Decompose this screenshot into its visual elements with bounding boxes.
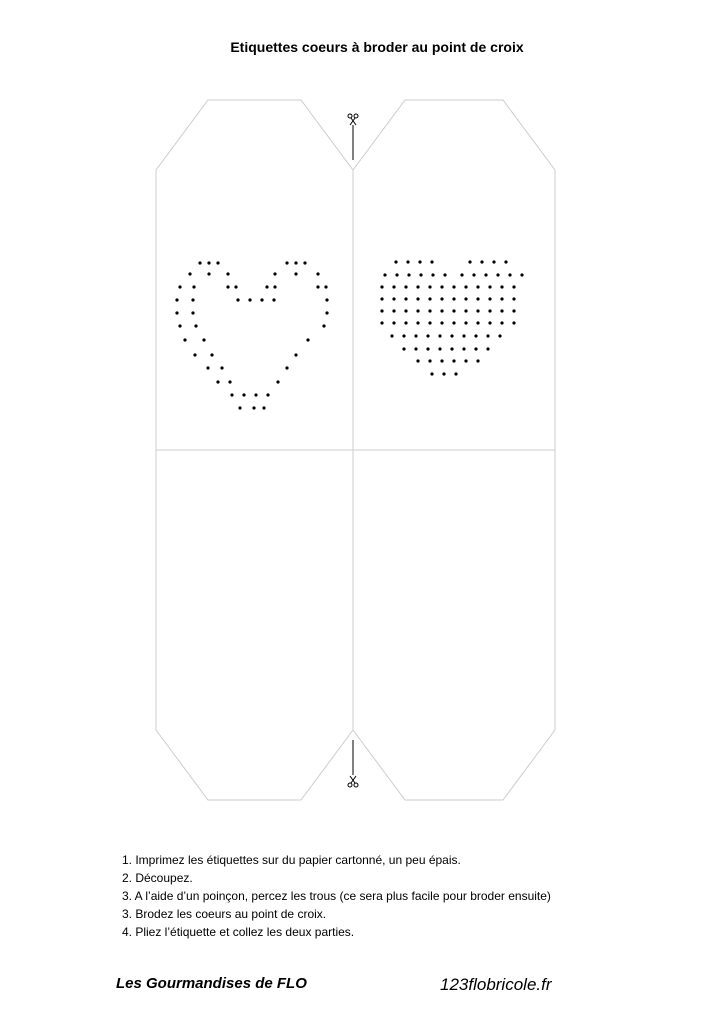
punch-hole-dot — [402, 347, 405, 350]
punch-hole-dot — [188, 272, 191, 275]
punch-hole-dot — [285, 261, 288, 264]
instruction-item: 2. Découpez. — [122, 871, 193, 885]
punch-hole-dot — [452, 359, 455, 362]
instructions-list — [122, 851, 551, 941]
punch-hole-dot — [324, 285, 327, 288]
punch-hole-dot — [416, 297, 419, 300]
punch-hole-dot — [431, 273, 434, 276]
punch-hole-dot — [488, 297, 491, 300]
punch-hole-dot — [230, 393, 233, 396]
punch-hole-dot — [220, 366, 223, 369]
punch-hole-dot — [508, 273, 511, 276]
punch-hole-dot — [464, 297, 467, 300]
punch-hole-dot — [442, 372, 445, 375]
punch-hole-dot — [472, 273, 475, 276]
heart-outline-pattern — [175, 261, 328, 409]
punch-hole-dot — [198, 261, 201, 264]
punch-hole-dot — [476, 297, 479, 300]
punch-hole-dot — [380, 285, 383, 288]
punch-hole-dot — [416, 321, 419, 324]
punch-hole-dot — [492, 260, 495, 263]
punch-hole-dot — [452, 309, 455, 312]
punch-hole-dot — [402, 334, 405, 337]
punch-hole-dot — [440, 321, 443, 324]
punch-hole-dot — [178, 324, 181, 327]
instruction-item: 3. A l’aide d’un poinçon, percez les trous (ce sera plus facile pour broder ensuite) — [122, 889, 551, 903]
scissors-icon — [348, 114, 358, 125]
punch-hole-dot — [272, 298, 275, 301]
punch-hole-dot — [228, 380, 231, 383]
punch-hole-dot — [426, 334, 429, 337]
punch-hole-dot — [383, 273, 386, 276]
punch-hole-dot — [194, 324, 197, 327]
punch-hole-dot — [428, 285, 431, 288]
footer-brand: Les Gourmandises de FLO — [116, 975, 307, 992]
punch-hole-dot — [428, 309, 431, 312]
punch-hole-dot — [260, 298, 263, 301]
punch-hole-dot — [394, 260, 397, 263]
punch-hole-dot — [316, 285, 319, 288]
punch-hole-dot — [440, 309, 443, 312]
punch-hole-dot — [380, 309, 383, 312]
punch-hole-dot — [419, 273, 422, 276]
punch-hole-dot — [248, 298, 251, 301]
punch-hole-dot — [450, 334, 453, 337]
punch-hole-dot — [390, 334, 393, 337]
punch-hole-dot — [294, 261, 297, 264]
punch-hole-dot — [500, 309, 503, 312]
punch-hole-dot — [428, 321, 431, 324]
punch-hole-dot — [404, 321, 407, 324]
punch-hole-dot — [416, 309, 419, 312]
punch-hole-dot — [175, 298, 178, 301]
punch-hole-dot — [474, 334, 477, 337]
punch-hole-dot — [380, 297, 383, 300]
punch-hole-dot — [440, 285, 443, 288]
punch-hole-dot — [404, 285, 407, 288]
punch-hole-dot — [325, 298, 328, 301]
punch-hole-dot — [392, 297, 395, 300]
punch-hole-dot — [265, 285, 268, 288]
punch-hole-dot — [498, 334, 501, 337]
punch-hole-dot — [238, 406, 241, 409]
punch-hole-dot — [488, 321, 491, 324]
punch-hole-dot — [175, 311, 178, 314]
punch-hole-dot — [418, 260, 421, 263]
punch-hole-dot — [392, 321, 395, 324]
punch-hole-dot — [406, 260, 409, 263]
punch-hole-dot — [452, 321, 455, 324]
punch-hole-dot — [452, 285, 455, 288]
punch-hole-dot — [430, 372, 433, 375]
punch-hole-dot — [440, 297, 443, 300]
punch-hole-dot — [322, 324, 325, 327]
punch-hole-dot — [273, 272, 276, 275]
footer-website: 123flobricole.fr — [440, 975, 552, 994]
punch-hole-dot — [476, 359, 479, 362]
punch-hole-dot — [484, 273, 487, 276]
punch-hole-dot — [226, 272, 229, 275]
punch-hole-dot — [512, 297, 515, 300]
punch-hole-dot — [226, 285, 229, 288]
punch-hole-dot — [316, 272, 319, 275]
punch-hole-dot — [414, 334, 417, 337]
punch-hole-dot — [512, 321, 515, 324]
punch-hole-dot — [512, 285, 515, 288]
punch-hole-dot — [438, 347, 441, 350]
punch-hole-dot — [500, 285, 503, 288]
punch-hole-dot — [234, 285, 237, 288]
punch-hole-dot — [440, 359, 443, 362]
punch-hole-dot — [266, 393, 269, 396]
punch-hole-dot — [273, 285, 276, 288]
punch-hole-dot — [191, 311, 194, 314]
punch-hole-dot — [236, 298, 239, 301]
punch-hole-dot — [262, 406, 265, 409]
punch-hole-dot — [512, 309, 515, 312]
punch-hole-dot — [464, 359, 467, 362]
punch-hole-dot — [303, 261, 306, 264]
punch-hole-dot — [395, 273, 398, 276]
punch-hole-dot — [207, 272, 210, 275]
punch-hole-dot — [452, 297, 455, 300]
punch-hole-dot — [216, 380, 219, 383]
punch-hole-dot — [428, 297, 431, 300]
punch-hole-dot — [430, 260, 433, 263]
punch-hole-dot — [178, 285, 181, 288]
punch-hole-dot — [464, 321, 467, 324]
punch-hole-dot — [450, 347, 453, 350]
punch-hole-dot — [407, 273, 410, 276]
punch-hole-dot — [414, 347, 417, 350]
punch-hole-dot — [294, 272, 297, 275]
punch-hole-dot — [183, 338, 186, 341]
punch-hole-dot — [380, 321, 383, 324]
punch-hole-dot — [486, 347, 489, 350]
punch-hole-dot — [476, 285, 479, 288]
punch-hole-dot — [496, 273, 499, 276]
punch-hole-dot — [306, 338, 309, 341]
punch-hole-dot — [486, 334, 489, 337]
punch-hole-dot — [443, 273, 446, 276]
punch-hole-dot — [428, 359, 431, 362]
instruction-item: 3. Brodez les coeurs au point de croix. — [122, 907, 327, 921]
punch-hole-dot — [192, 285, 195, 288]
punch-hole-dot — [462, 347, 465, 350]
punch-hole-dot — [504, 260, 507, 263]
punch-hole-dot — [500, 297, 503, 300]
page-title: Etiquettes coeurs à broder au point de croix — [230, 39, 524, 55]
punch-hole-dot — [254, 393, 257, 396]
punch-hole-dot — [488, 285, 491, 288]
punch-hole-dot — [294, 353, 297, 356]
punch-hole-dot — [416, 285, 419, 288]
punch-hole-dot — [488, 309, 491, 312]
punch-hole-dot — [404, 309, 407, 312]
punch-hole-dot — [252, 406, 255, 409]
punch-hole-dot — [325, 311, 328, 314]
punch-hole-dot — [285, 366, 288, 369]
instruction-item: 4. Pliez l’étiquette et collez les deux parties. — [122, 925, 355, 939]
punch-hole-dot — [416, 359, 419, 362]
punch-hole-dot — [426, 347, 429, 350]
heart-filled-pattern — [380, 260, 523, 375]
punch-hole-dot — [500, 321, 503, 324]
punch-hole-dot — [520, 273, 523, 276]
punch-hole-dot — [474, 347, 477, 350]
punch-hole-dot — [438, 334, 441, 337]
punch-hole-dot — [207, 261, 210, 264]
punch-hole-dot — [460, 273, 463, 276]
punch-hole-dot — [464, 285, 467, 288]
punch-hole-dot — [480, 260, 483, 263]
scissors-icon — [348, 776, 358, 787]
punch-hole-dot — [242, 393, 245, 396]
punch-hole-dot — [462, 334, 465, 337]
punch-hole-dot — [476, 321, 479, 324]
punch-hole-dot — [392, 309, 395, 312]
punch-hole-dot — [216, 261, 219, 264]
punch-hole-dot — [191, 298, 194, 301]
punch-hole-dot — [193, 353, 196, 356]
punch-hole-dot — [454, 372, 457, 375]
instruction-item: 1. Imprimez les étiquettes sur du papier cartonné, un peu épais. — [122, 853, 461, 867]
punch-hole-dot — [464, 309, 467, 312]
punch-hole-dot — [206, 366, 209, 369]
punch-hole-dot — [468, 260, 471, 263]
punch-hole-dot — [202, 338, 205, 341]
punch-hole-dot — [276, 380, 279, 383]
punch-hole-dot — [404, 297, 407, 300]
punch-hole-dot — [210, 353, 213, 356]
punch-hole-dot — [392, 285, 395, 288]
punch-hole-dot — [476, 309, 479, 312]
